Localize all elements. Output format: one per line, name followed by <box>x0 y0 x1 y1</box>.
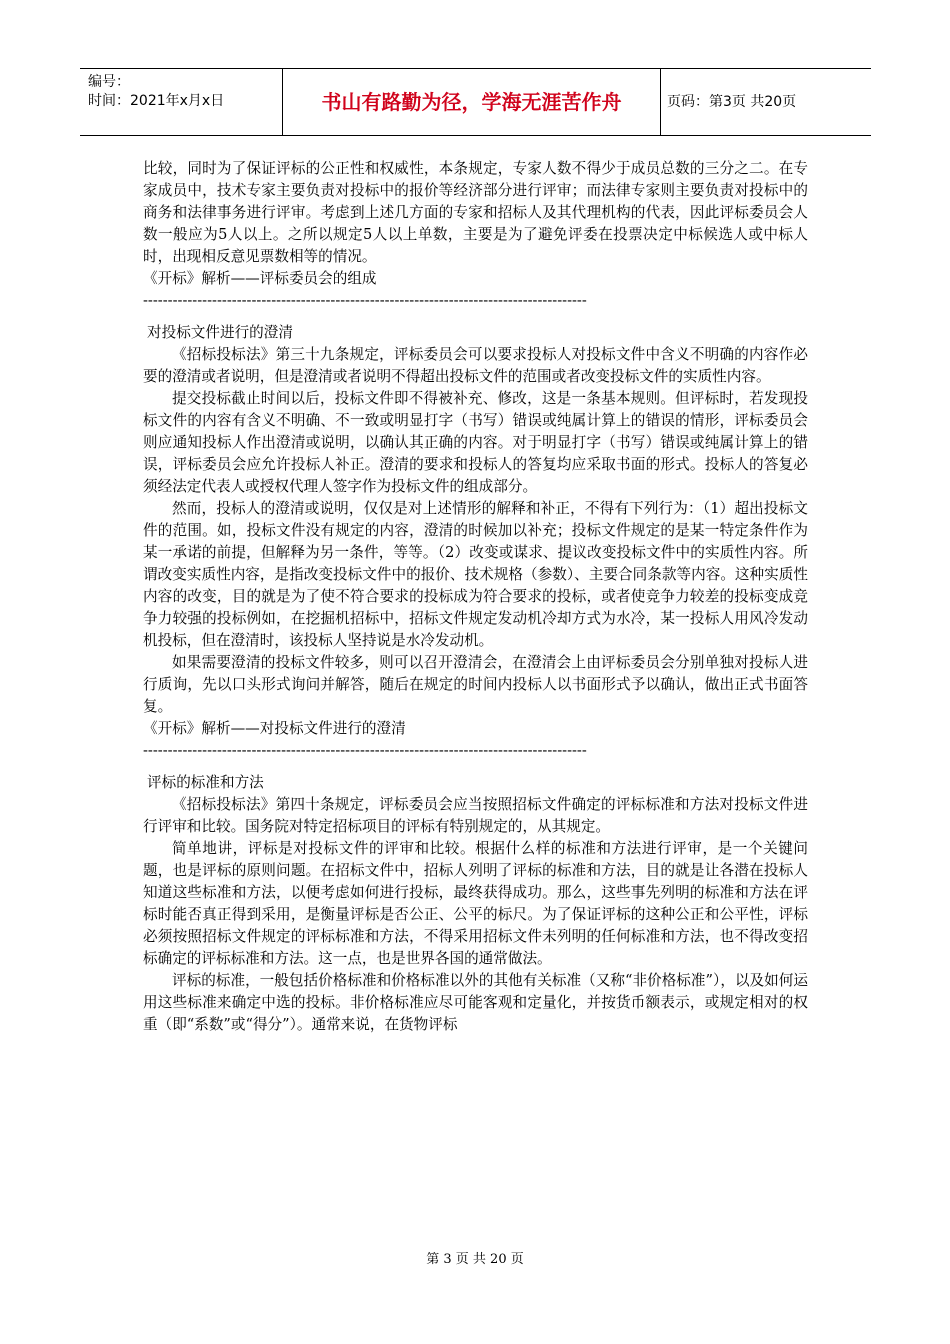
document-date: 时间：2021年x月x日 <box>88 93 225 109</box>
paragraph: 《招标投标法》第四十条规定，评标委员会应当按照招标文件确定的评标标准和方法对投标文件进行评审和比较。国务院对特定招标项目的评标有特别规定的，从其规定。 <box>143 796 808 835</box>
paragraph: 提交投标截止时间以后，投标文件即不得被补充、修改，这是一条基本规则。但评标时，若发现投标文件的内容有含义不明确、不一致或明显打字（书写）错误或纯属计算上的错误的情形，评标委员会则应通知投标人作出澄清或说明，以确认其正确的内容。对于明显打字（书写）错误或纯属计算上的错误，评标委员会应允许投标人补正。澄清的要求和投标人的答复均应采取书面的形式。投标人的答复必须经法定代表人或授权代理人签字作为投标文件的组成部分。 <box>143 390 808 495</box>
paragraph: 然而，投标人的澄清或说明，仅仅是对上述情形的解释和补正，不得有下列行为：（1）超出投标文件的范围。如，投标文件没有规定的内容，澄清的时候加以补充；投标文件规定的是某一特定条件作为某一承诺的前提，但解释为另一条件，等等。（2）改变或谋求、提议改变投标文件中的实质性内容。所谓改变实质性内容，是指改变投标文件中的报价、技术规格（参数）、主要合同条款等内容。这种实质性内容的改变，目的就是为了使不符合要求的投标成为符合要求的投标，或者使竞争力较差的投标变成竞争力较强的投标例如，在挖掘机招标中，招标文件规定发动机冷却方式为水冷，某一投标人用风冷发动机投标，但在澄清时，该投标人坚持说是水冷发动机。 <box>143 500 808 649</box>
header-page-number: 页码：第3页 共20页 <box>667 94 797 110</box>
page-header <box>80 68 871 136</box>
section-source: 《开标》解析——评标委员会的组成 <box>143 270 377 287</box>
page-footer: 第 3 页 共 20 页 <box>426 1252 524 1267</box>
paragraph: 《招标投标法》第三十九条规定，评标委员会可以要求投标人对投标文件中含义不明确的内容作必要的澄清或者说明，但是澄清或者说明不得超出投标文件的范围或者改变投标文件的实质性内容。 <box>143 346 808 385</box>
document-number-label: 编号： <box>88 74 130 90</box>
header-meta <box>80 69 283 135</box>
section-source: 《开标》解析——对投标文件进行的澄清 <box>143 720 406 737</box>
paragraph: 简单地讲，评标是对投标文件的评审和比较。根据什么样的标准和方法进行评审，是一个关键问题，也是评标的原则问题。在招标文件中，招标人列明了评标的标准和方法，目的就是让各潜在投标人知道这些标准和方法，以便考虑如何进行投标，最终获得成功。那么，这些事先列明的标准和方法在评标时能否真正得到采用，是衡量评标是否公正、公平的标尺。为了保证评标的这种公正和公平性，评标必须按照招标文件规定的评标标准和方法，不得采用招标文件未列明的任何标准和方法，也不得改变招标确定的评标标准和方法。这一点，也是世界各国的通常做法。 <box>143 840 808 967</box>
separator-line: ------------------------------------------------------------------------------------------ <box>143 292 587 309</box>
section-heading: 对投标文件进行的澄清 <box>147 324 293 341</box>
paragraph: 评标的标准，一般包括价格标准和价格标准以外的其他有关标准（又称“非价格标准”），以及如何运用这些标准来确定中选的投标。非价格标准应尽可能客观和定量化，并按货币额表示，或规定相对的权重（即“系数”或“得分”）。通常来说，在货物评标 <box>143 972 808 1033</box>
document-body <box>143 158 808 1036</box>
separator-line: ------------------------------------------------------------------------------------------ <box>143 742 587 759</box>
section-heading: 评标的标准和方法 <box>147 774 264 791</box>
paragraph: 比较，同时为了保证评标的公正性和权威性，本条规定，专家人数不得少于成员总数的三分之二。在专家成员中，技术专家主要负责对投标中的报价等经济部分进行评审；而法律专家则主要负责对投标中的商务和法律事务进行评审。考虑到上述几方面的专家和招标人及其代理机构的代表，因此评标委员会人数一般应为5人以上。之所以规定5人以上单数，主要是为了避免评委在投票决定中标候选人或中标人时，出现相反意见票数相等的情况。 <box>143 160 808 265</box>
paragraph: 如果需要澄清的投标文件较多，则可以召开澄清会，在澄清会上由评标委员会分别单独对投标人进行质询，先以口头形式询问并解答，随后在规定的时间内投标人以书面形式予以确认，做出正式书面答复。 <box>143 654 808 715</box>
header-motto: 书山有路勤为径，学海无涯苦作舟 <box>283 69 661 135</box>
